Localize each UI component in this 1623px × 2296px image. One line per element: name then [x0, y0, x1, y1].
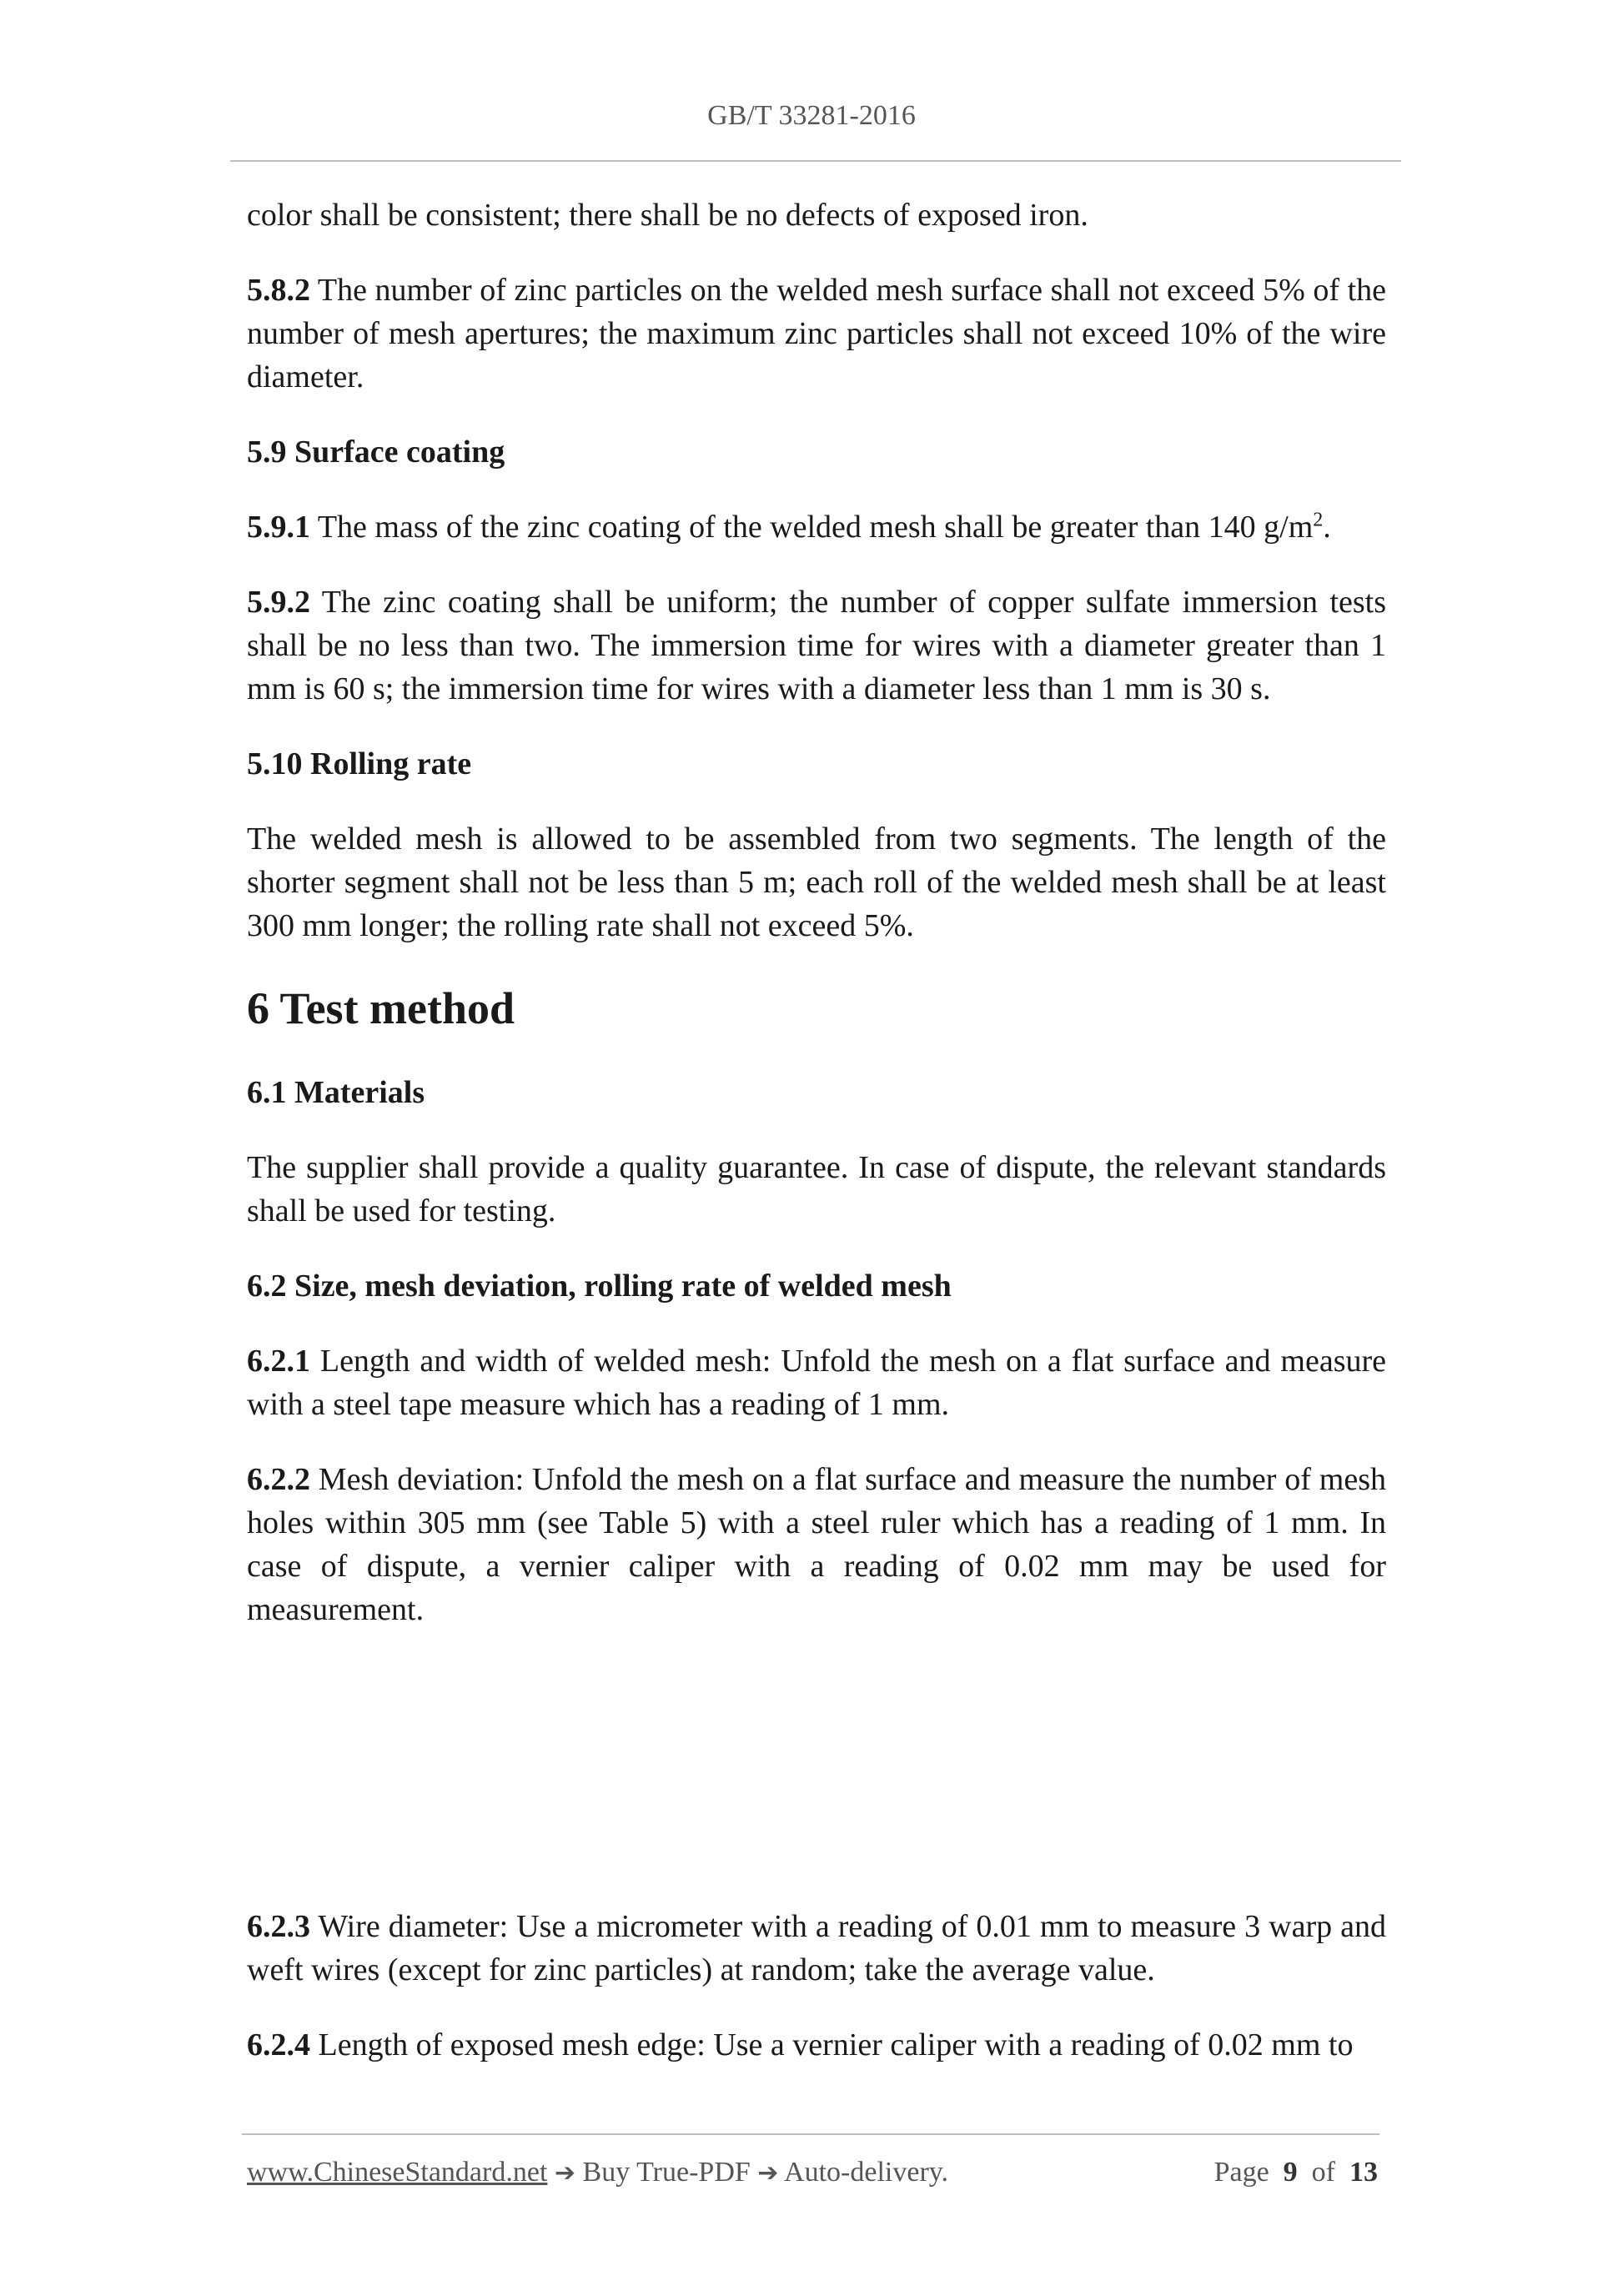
section-heading-6-2: 6.2 Size, mesh deviation, rolling rate of welded mesh — [247, 1269, 952, 1304]
section-heading-5-9: 5.9 Surface coating — [247, 435, 505, 470]
paragraph-5-8-1-continued: color shall be consistent; there shall be no defects of exposed iron. — [247, 198, 1088, 233]
clause-number: 5.9.2 — [247, 585, 310, 620]
footer-divider — [242, 2133, 1379, 2135]
clause-6-2-3: 6.2.3 Wire diameter: Use a micrometer with a reading of 0.01 mm to measure 3 warp and weft wires (except for zinc particles) at random; take the average value. — [247, 1909, 1386, 1987]
chapter-heading-6: 6 Test method — [247, 983, 515, 1033]
paragraph-materials: The supplier shall provide a quality guarantee. In case of dispute, the relevant standards shall be used for testing. — [247, 1150, 1386, 1228]
paragraph-rolling-rate: The welded mesh is allowed to be assembled from two segments. The length of the shorter segment shall not be less than 5 m; each roll of the welded mesh shall be at least 300 mm longer; the rolling rate shall not exceed 5%. — [247, 821, 1386, 943]
page-label: Page — [1213, 2157, 1269, 2188]
footer-promo — [247, 2157, 948, 2188]
clause-5-8-2: 5.8.2 The number of zinc particles on the welded mesh surface shall not exceed 5% of the number of mesh apertures; the maximum zinc particles shall not exceed 10% of the wire diameter. — [247, 273, 1386, 394]
clause-number: 6.2.2 — [247, 1462, 310, 1497]
section-heading-6-1: 6.1 Materials — [247, 1075, 425, 1110]
clause-5-9-2: 5.9.2 The zinc coating shall be uniform; the number of copper sulfate immersion tests shall be no less than two. The immersion time for wires with a diameter greater than 1 mm is 60 s; the immersion time for wires with a diameter less than 1 mm is 30 s. — [247, 585, 1386, 706]
page-current: 9 — [1283, 2157, 1298, 2188]
clause-number: 6.2.4 — [247, 2027, 310, 2062]
right-arrow-icon: ➔ — [757, 2158, 779, 2188]
page-total: 13 — [1349, 2157, 1378, 2188]
clause-5-9-1: 5.9.1 The mass of the zinc coating of the welded mesh shall be greater than 140 $g/m^2$. — [247, 509, 1331, 545]
clause-number: 5.9.1 — [247, 510, 310, 545]
clause-6-2-2: 6.2.2 Mesh deviation: Unfold the mesh on a flat surface and measure the number of mesh holes within 305 mm (see Table 5) with a steel ruler which has a reading of 1 mm. In case of dispute, a vernier caliper with a reading of 0.02 mm may be used for measurement. — [247, 1462, 1386, 1627]
clause-number: 5.8.2 — [247, 273, 310, 308]
clause-6-2-4: 6.2.4 Length of exposed mesh edge: Use a vernier caliper with a reading of 0.02 mm to — [247, 2027, 1354, 2062]
header-divider — [230, 160, 1401, 162]
clause-number: 6.2.1 — [247, 1344, 310, 1379]
buy-text: Buy True-PDF — [582, 2157, 751, 2188]
clause-6-2-1: 6.2.1 Length and width of welded mesh: Unfold the mesh on a flat surface and measure with a steel tape measure which has a reading of 1 mm. — [247, 1344, 1386, 1422]
page-number — [1214, 2157, 1378, 2188]
right-arrow-icon: ➔ — [554, 2158, 576, 2188]
superscript: 2 — [1313, 509, 1324, 531]
delivery-text: Auto-delivery. — [784, 2157, 949, 2188]
blank-space — [247, 1663, 1386, 1905]
section-heading-5-10: 5.10 Rolling rate — [247, 746, 472, 781]
clause-number: 6.2.3 — [247, 1909, 310, 1944]
page-of: of — [1311, 2157, 1335, 2188]
page-content — [247, 193, 1386, 2098]
site-link[interactable]: www.ChineseStandard.net — [247, 2157, 548, 2188]
document-header: GB/T 33281-2016 — [707, 100, 916, 131]
